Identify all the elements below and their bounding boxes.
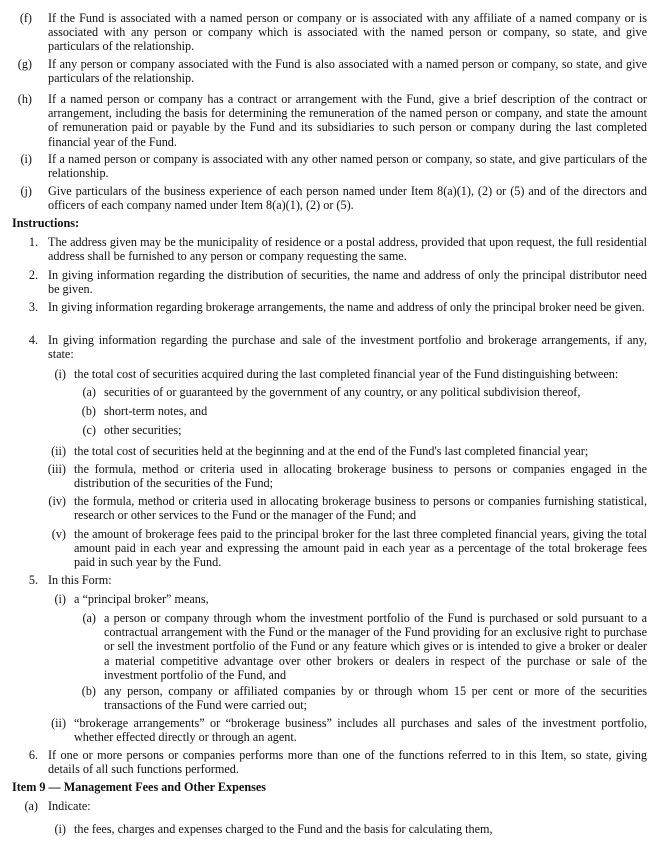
item-text: short-term notes, and xyxy=(104,404,208,418)
item-text: In giving information regarding brokerage arrangements, the name and address of only the principal broker need be given. xyxy=(48,300,645,314)
item-text: the total cost of securities acquired during the last completed financial year of the Fund distinguishing between: xyxy=(74,367,619,381)
item-label: (b) xyxy=(81,404,96,418)
item-label: (c) xyxy=(82,423,96,437)
instruction-2 xyxy=(0,268,670,298)
item-label: 5. xyxy=(28,573,38,587)
item-label: (i) xyxy=(54,367,66,381)
instruction-4 xyxy=(0,333,670,363)
item-label: (h) xyxy=(17,92,32,106)
item-text: If a named person or company has a contract or arrangement with the Fund, give a brief description of the contract or arrangement, including the basis for determining the remuneration of the named person or company, and state the amount of remuneration paid or payable by the Fund and its subsidiaries to such person or company during the last completed financial year of the Fund. xyxy=(48,92,647,149)
item-text: the fees, charges and expenses charged to the Fund and the basis for calculating them, xyxy=(74,822,493,836)
instruction-6 xyxy=(0,748,670,778)
item-label: (i) xyxy=(20,152,32,166)
instruction-1 xyxy=(0,235,670,265)
instruction-4-i xyxy=(0,367,670,383)
item-text: the formula, method or criteria used in allocating brokerage business to persons or companies engaged in the distribution of the securities of the Fund; xyxy=(74,462,647,491)
item-label: (g) xyxy=(17,57,32,71)
item-text: If a named person or company is associated with any other named person or company, so state, and give particulars of the relationship. xyxy=(48,152,647,181)
item-j xyxy=(0,184,670,214)
instruction-4-v xyxy=(0,527,670,571)
item-9-a xyxy=(0,799,670,815)
item-label: (ii) xyxy=(51,716,66,730)
item-text: If one or more persons or companies performs more than one of the functions referred to in this Item, so state, giving details of all such functions performed. xyxy=(48,748,647,777)
item-label: (a) xyxy=(82,385,96,399)
item-text: securities of or guaranteed by the government of any country, or any political subdivision thereof, xyxy=(104,385,581,399)
instruction-4-i-c xyxy=(0,423,670,439)
item-text: Indicate: xyxy=(48,799,91,813)
item-text: In giving information regarding the distribution of securities, the name and address of only the principal distributor need be given. xyxy=(48,268,647,297)
item-text: the amount of brokerage fees paid to the principal broker for the last three completed financial years, giving the total amount paid in each year and expressing the amount paid in each year as a percentage of the total brokerage fees paid in such year by the Fund. xyxy=(74,527,647,570)
item-label: (j) xyxy=(20,184,32,198)
item-label: (i) xyxy=(54,822,66,836)
item-text: the formula, method or criteria used in allocating brokerage business to persons or companies furnishing statistical, research or other services to the Fund or the manager of the Fund; and xyxy=(74,494,647,523)
item-text: “brokerage arrangements” or “brokerage business” includes all purchases and sales of the investment portfolio, whether effected directly or through an agent. xyxy=(74,716,647,745)
item-text: Give particulars of the business experience of each person named under Item 8(a)(1), (2) or (5) and of the directors and officers of each company named under Item 8(a)(1), (2) or (5). xyxy=(48,184,647,213)
item-h xyxy=(0,92,670,150)
item-label: (a) xyxy=(24,799,38,813)
instruction-5-ii xyxy=(0,716,670,746)
item-text: a “principal broker” means, xyxy=(74,592,209,606)
item-label: (i) xyxy=(54,592,66,606)
item-label: 2. xyxy=(28,268,38,282)
instruction-5-i-b xyxy=(0,684,670,714)
instruction-3 xyxy=(0,300,670,330)
item-label: 6. xyxy=(28,748,38,762)
item-label: (ii) xyxy=(51,444,66,458)
instruction-5 xyxy=(0,573,670,589)
item-label: (iv) xyxy=(48,494,66,508)
instruction-4-ii xyxy=(0,444,670,460)
item-text: any person, company or affiliated companies by or through whom 15 per cent or more of the securities transactions of the Fund were carried out; xyxy=(104,684,647,713)
instruction-4-iii xyxy=(0,462,670,492)
instruction-4-iv xyxy=(0,494,670,524)
item-label: 4. xyxy=(28,333,38,347)
item-label: 1. xyxy=(28,235,38,249)
item-label: (v) xyxy=(51,527,66,541)
item-9-a-i xyxy=(0,822,670,838)
item-i xyxy=(0,152,670,182)
item-text: If any person or company associated with the Fund is also associated with a named person or company, so state, and give particulars of the relationship. xyxy=(48,57,647,86)
item-text: In giving information regarding the purchase and sale of the investment portfolio and brokerage arrangements, if any, state: xyxy=(48,333,647,362)
item-label: (b) xyxy=(81,684,96,698)
instructions-heading: Instructions: xyxy=(12,216,80,230)
item-text: the total cost of securities held at the beginning and at the end of the Fund's last completed financial year; xyxy=(74,444,589,458)
item-text: other securities; xyxy=(104,423,182,437)
item-g xyxy=(0,57,670,87)
item-label: (iii) xyxy=(47,462,66,476)
item-label: 3. xyxy=(28,300,38,314)
item-text: a person or company through whom the investment portfolio of the Fund is purchased or sold pursuant to a contractual arrangement with the Fund or the manager of the Fund providing for an exclusive right to purchase or sell the investment portfolio of the Fund or any feature which gives or is intended to give a broker or dealer a material competitive advantage over other brokers or dealers in respect of the purchase or sale of the investment portfolio of the Fund, and xyxy=(104,611,647,682)
instruction-5-i-a xyxy=(0,611,670,683)
instruction-5-i xyxy=(0,592,670,608)
item-label: (a) xyxy=(82,611,96,625)
item-text: In this Form: xyxy=(48,573,112,587)
instruction-4-i-b xyxy=(0,404,670,420)
instruction-4-i-a xyxy=(0,385,670,401)
item-9-heading: Item 9 — Management Fees and Other Expenses xyxy=(12,780,266,794)
item-f xyxy=(0,11,670,55)
item-text: The address given may be the municipality of residence or a postal address, provided that upon request, the full residential address shall be furnished to any person or company requesting the same. xyxy=(48,235,647,264)
item-label: (f) xyxy=(19,11,32,25)
item-text: If the Fund is associated with a named person or company or is associated with any affiliate of a named company or is associated with any person or company which is associated with the named person or company, so state, and give particulars of the relationship. xyxy=(48,11,647,54)
